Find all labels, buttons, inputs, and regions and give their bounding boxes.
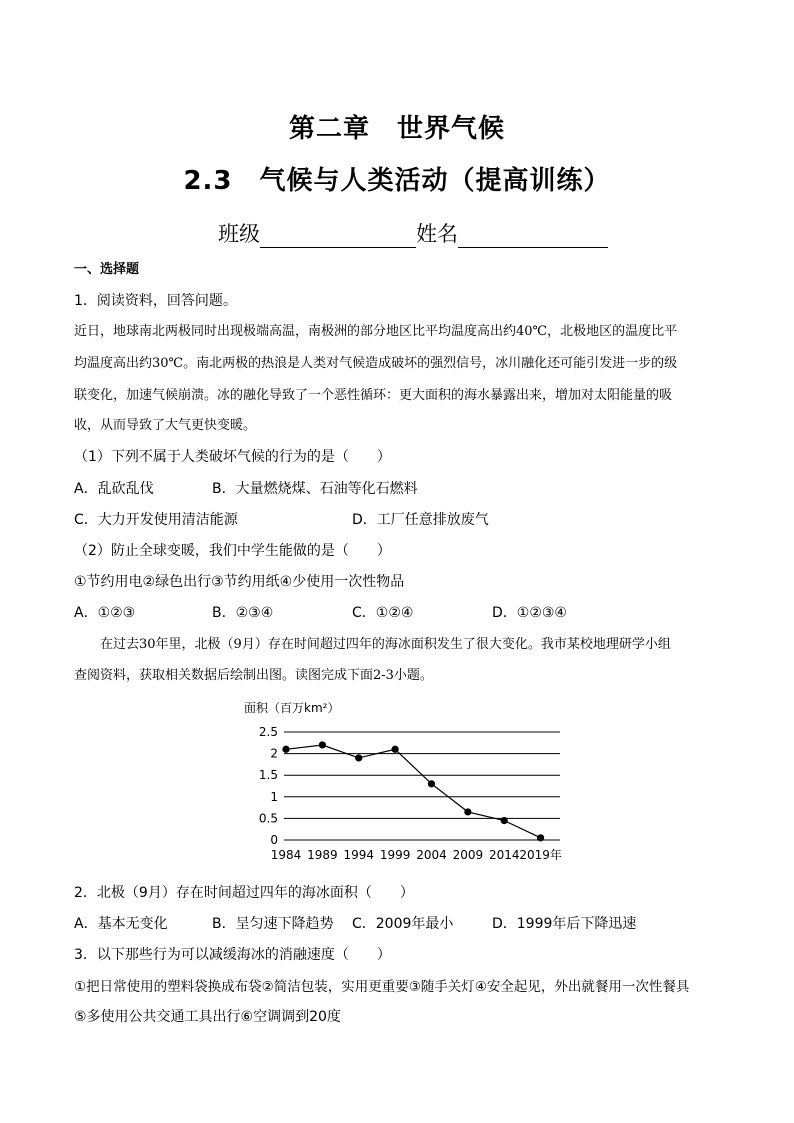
y-tick-label: 0 <box>270 833 278 847</box>
q2-option-a[interactable]: A．基本无变化 <box>74 916 168 932</box>
data-point <box>392 746 399 753</box>
q1-sub1-option-a[interactable]: A．乱砍乱伐 <box>74 481 154 497</box>
y-tick-label: 1.5 <box>258 768 278 783</box>
y-tick-label: 2.5 <box>258 725 278 739</box>
passage-line: 联变化，加速气候崩溃。冰的融化导致了一个恶性循环：更大面积的海水暴露出来，增加对太阳能量的吸 <box>74 388 673 403</box>
q1-sub1-option-b[interactable]: B．大量燃烧煤、石油等化石燃料 <box>212 481 418 497</box>
data-point <box>282 746 289 753</box>
x-tick-label: 1984 <box>270 848 302 862</box>
y-tick-label: 0.5 <box>258 811 278 826</box>
q1-sub1-stem: （1）下列不属于人类破坏气候的行为的是（ ） <box>74 449 391 465</box>
name-blank[interactable] <box>458 225 608 248</box>
q2-option-b[interactable]: B．呈匀速下降趋势 <box>212 916 334 932</box>
q2-stem: 2．北极（9月）存在时间超过四年的海冰面积（ ） <box>74 885 414 901</box>
q1-sub2-option-a[interactable]: A．①②③ <box>74 605 136 621</box>
series-line <box>286 745 541 838</box>
data-point <box>464 808 471 815</box>
student-info-line <box>218 218 608 248</box>
y-tick-label: 2 <box>270 746 278 761</box>
q1-stem: 1．阅读资料，回答问题。 <box>74 293 237 309</box>
intro-line: 在过去30年里，北极（9月）存在时间超过四年的海冰面积发生了很大变化。我市某校地理研学小组 <box>100 637 671 652</box>
passage-line: 均温度高出约30℃。南北两极的热浪是人类对气候造成破坏的强烈信号，冰川融化还可能引发进一步的级 <box>74 356 678 371</box>
class-label: 班级 <box>218 222 260 246</box>
section-title: 一、选择题 <box>74 262 140 277</box>
q3-items-line1: ①把日常使用的塑料袋换成布袋②简洁包装，实用更重要③随手关灯④安全起见，外出就餐用一次性餐具 <box>74 979 690 995</box>
y-axis-label: 面积（百万km²） <box>244 701 340 715</box>
x-tick-label: 2019年 <box>519 848 562 862</box>
q3-items-line2: ⑤多使用公共交通工具出行⑥空调调到20度 <box>74 1009 341 1025</box>
data-point <box>537 834 544 841</box>
chapter-title: 第二章 世界气候 <box>288 114 505 144</box>
q1-sub2-option-b[interactable]: B．②③④ <box>212 605 274 621</box>
series-points <box>282 741 544 841</box>
data-point <box>319 741 326 748</box>
y-tick-labels <box>259 725 278 847</box>
passage-line: 收，从而导致了大气更快变暖。 <box>74 418 257 433</box>
q1-sub2-items: ①节约用电②绿色出行③节约用纸④少使用一次性物品 <box>74 574 405 590</box>
name-label: 姓名 <box>416 222 458 246</box>
x-tick-label: 1989 <box>307 848 338 862</box>
passage-line: 近日，地球南北两极同时出现极端高温，南极洲的部分地区比平均温度高出约40℃，北极地区的温度比平 <box>74 324 678 339</box>
x-tick-label: 2009 <box>452 848 484 862</box>
y-tick-label: 1 <box>270 789 278 804</box>
q3-stem: 3．以下那些行为可以减缓海冰的消融速度（ ） <box>74 947 391 963</box>
q1-sub1-option-d[interactable]: D．工厂任意排放废气 <box>352 512 489 528</box>
x-tick-label: 1994 <box>343 848 375 862</box>
x-tick-label: 1999 <box>379 848 411 862</box>
class-blank[interactable] <box>260 225 416 248</box>
sea-ice-area-line-chart <box>240 698 570 864</box>
q1-sub1-option-c[interactable]: C．大力开发使用清洁能源 <box>74 512 238 528</box>
x-tick-label: 2004 <box>416 848 447 862</box>
lesson-title: 2.3 气候与人类活动（提高训练） <box>183 166 611 196</box>
data-point <box>428 780 435 787</box>
q1-sub2-stem: （2）防止全球变暖，我们中学生能做的是（ ） <box>74 543 391 559</box>
q2-option-d[interactable]: D．1999年后下降迅速 <box>492 916 637 932</box>
q1-sub2-option-c[interactable]: C．①②④ <box>352 605 414 621</box>
q1-sub2-option-d[interactable]: D．①②③④ <box>492 605 567 621</box>
data-point <box>501 817 508 824</box>
intro-line: 查阅资料，获取相关数据后绘制出图。读图完成下面2-3小题。 <box>74 668 433 683</box>
x-tick-label: 2014 <box>488 848 520 862</box>
q2-option-c[interactable]: C．2009年最小 <box>352 916 454 932</box>
chart-gridlines <box>284 732 560 840</box>
data-point <box>355 754 362 761</box>
x-tick-labels <box>271 847 562 862</box>
